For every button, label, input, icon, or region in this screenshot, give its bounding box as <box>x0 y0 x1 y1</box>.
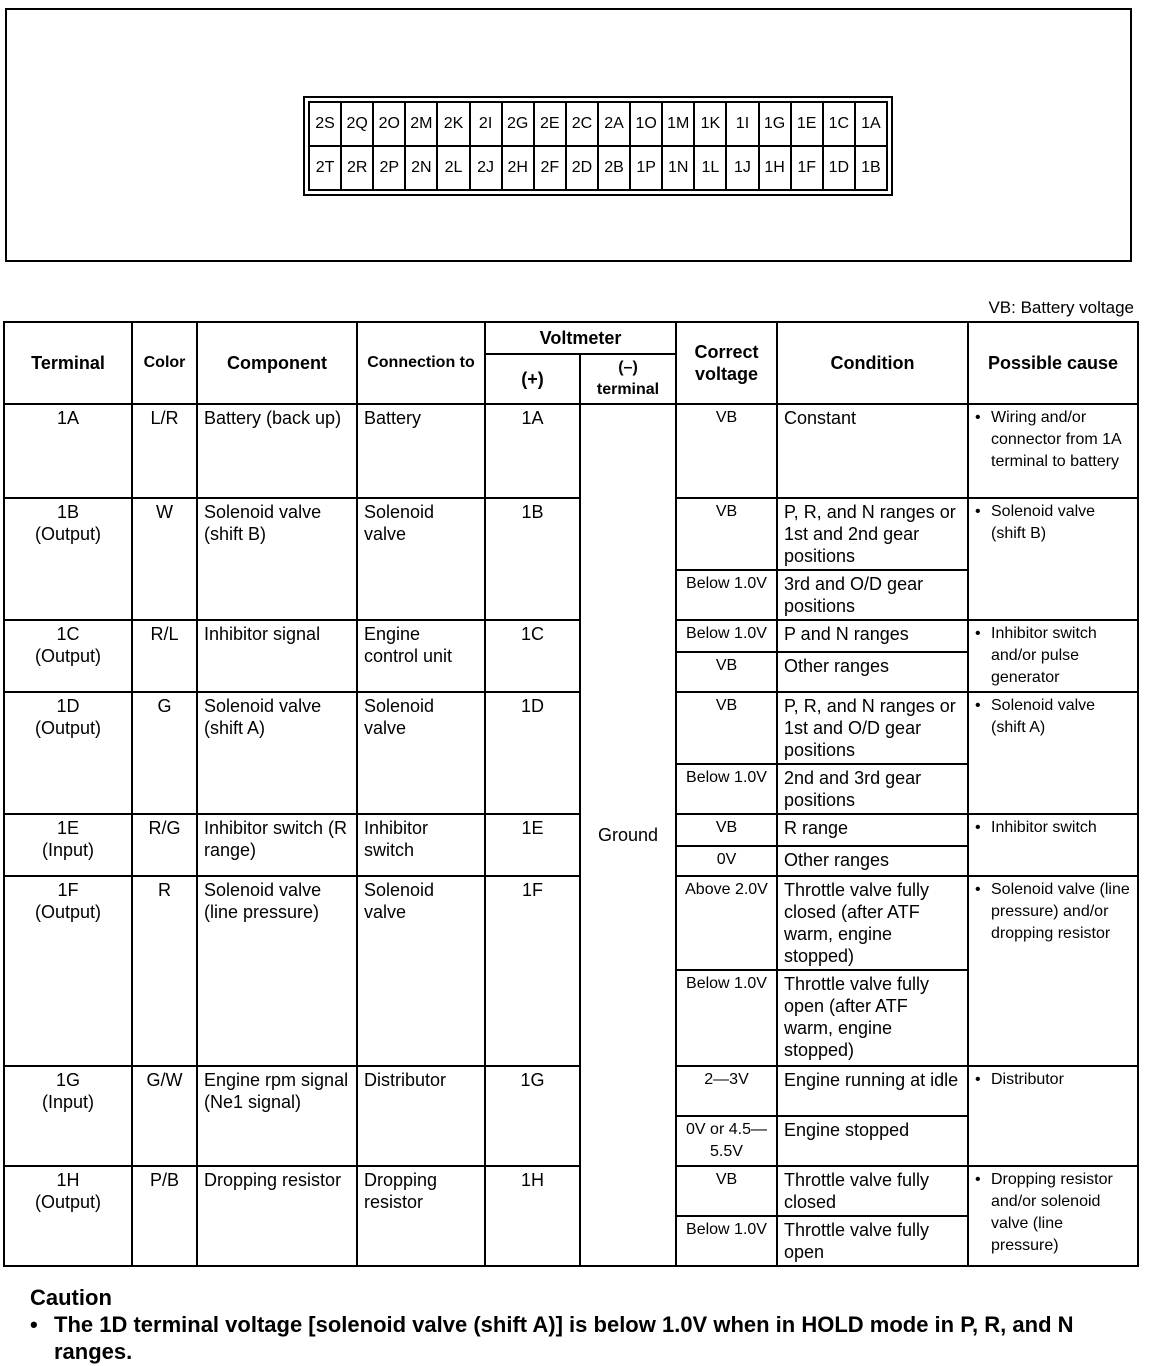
cause-cell <box>968 1166 1138 1266</box>
battery-voltage-note: VB: Battery voltage <box>988 298 1134 317</box>
voltage-cell: Above 2.0V <box>676 876 777 970</box>
pin-label: 1K <box>694 102 726 146</box>
component-cell: Engine rpm signal (Ne1 signal) <box>197 1066 357 1166</box>
condition-cell: Throttle valve fully closed (after ATF warm, engine stopped) <box>777 876 968 970</box>
voltage-cell: Below 1.0V <box>676 764 777 814</box>
condition-cell: 2nd and 3rd gear positions <box>777 764 968 814</box>
connector-pin-grid <box>308 101 888 191</box>
bullet-icon: • <box>975 503 981 520</box>
pin-label: 2O <box>373 102 405 146</box>
connection-cell: Dropping resistor <box>357 1166 485 1266</box>
condition-cell: 3rd and O/D gear positions <box>777 570 968 620</box>
terminal-io: (Output) <box>34 718 102 738</box>
table-row <box>4 1166 1138 1216</box>
voltage-cell: 0V <box>676 846 777 876</box>
cause-text: Distributor <box>991 1071 1064 1088</box>
pin-label: 2H <box>502 146 534 190</box>
color-code: W <box>132 498 197 620</box>
terminal-io: (Output) <box>34 902 102 922</box>
pin-label: 1E <box>791 102 823 146</box>
condition-cell: P, R, and N ranges or 1st and 2nd gear positions <box>777 498 968 570</box>
plus-terminal-cell: 1A <box>485 404 580 498</box>
voltage-cell: VB <box>676 498 777 570</box>
plus-terminal-cell: 1H <box>485 1166 580 1266</box>
terminal-cell <box>4 1066 132 1166</box>
cause-text: Dropping resistor and/or solenoid valve (line pressure) <box>991 1171 1113 1254</box>
caution-block <box>30 1284 1140 1365</box>
pin-label: 2J <box>470 146 502 190</box>
voltage-cell: VB <box>676 652 777 692</box>
header-correct-voltage: Correct voltage <box>676 322 777 404</box>
component-cell: Battery (back up) <box>197 404 357 498</box>
component-cell: Inhibitor switch (R range) <box>197 814 357 876</box>
color-code: R/L <box>132 620 197 692</box>
pin-label: 1P <box>630 146 662 190</box>
component-cell: Solenoid valve (shift A) <box>197 692 357 814</box>
pin-label: 2B <box>598 146 630 190</box>
bullet-icon: • <box>30 1312 38 1337</box>
condition-cell: R range <box>777 814 968 846</box>
header-connection: Connection to <box>357 322 485 404</box>
terminal-id: 1C <box>56 624 80 644</box>
component-cell: Solenoid valve (shift B) <box>197 498 357 620</box>
cause-cell <box>968 498 1138 620</box>
pin-label: 2G <box>502 102 534 146</box>
pin-label: 1F <box>791 146 823 190</box>
pin-label: 2L <box>437 146 469 190</box>
terminal-cell <box>4 692 132 814</box>
component-cell: Solenoid valve (line pressure) <box>197 876 357 1066</box>
connector-diagram-box <box>5 8 1132 262</box>
condition-cell: Engine running at idle <box>777 1066 968 1116</box>
ground-cell: Ground <box>580 404 676 1266</box>
voltage-cell: VB <box>676 814 777 846</box>
pin-label: 1A <box>855 102 887 146</box>
table-row <box>4 1066 1138 1116</box>
cause-text: Inhibitor switch and/or pulse generator <box>991 625 1097 686</box>
pin-label: 1G <box>759 102 791 146</box>
pin-label: 1L <box>694 146 726 190</box>
header-possible-cause: Possible cause <box>968 322 1138 404</box>
cause-text: Solenoid valve (shift A) <box>991 697 1096 736</box>
cause-cell <box>968 1066 1138 1166</box>
header-terminal: Terminal <box>4 322 132 404</box>
pin-label: 2Q <box>341 102 373 146</box>
table-row <box>4 404 1138 498</box>
color-code: G <box>132 692 197 814</box>
connector-bottom-row <box>309 146 887 190</box>
terminal-cell <box>4 620 132 692</box>
connection-cell: Inhibitor switch <box>357 814 485 876</box>
connector-diagram <box>303 96 893 196</box>
pin-label: 1B <box>855 146 887 190</box>
cause-cell <box>968 620 1138 692</box>
component-cell: Inhibitor signal <box>197 620 357 692</box>
pin-label: 1M <box>662 102 694 146</box>
cause-cell <box>968 876 1138 1066</box>
header-minus-terminal: (–) terminal <box>580 354 676 404</box>
plus-terminal-cell: 1E <box>485 814 580 876</box>
voltage-cell: VB <box>676 404 777 498</box>
condition-cell: Engine stopped <box>777 1116 968 1166</box>
color-code: R/G <box>132 814 197 876</box>
bullet-icon: • <box>975 819 981 836</box>
terminal-cell <box>4 814 132 876</box>
connection-cell: Engine control unit <box>357 620 485 692</box>
terminal-id: 1A <box>56 408 80 428</box>
pin-label: 2P <box>373 146 405 190</box>
voltage-cell: VB <box>676 692 777 764</box>
voltage-cell: Below 1.0V <box>676 620 777 652</box>
pin-label: 1J <box>726 146 758 190</box>
pin-label: 2D <box>566 146 598 190</box>
connection-cell: Solenoid valve <box>357 876 485 1066</box>
condition-cell: Throttle valve fully open (after ATF warm, engine stopped) <box>777 970 968 1066</box>
pin-label: 1N <box>662 146 694 190</box>
caution-title: Caution <box>30 1285 112 1310</box>
cause-text: Solenoid valve (shift B) <box>991 503 1096 542</box>
cause-cell <box>968 814 1138 876</box>
condition-cell: Throttle valve fully open <box>777 1216 968 1266</box>
header-color: Color <box>132 322 197 404</box>
terminal-cell <box>4 876 132 1066</box>
condition-cell: P and N ranges <box>777 620 968 652</box>
header-component: Component <box>197 322 357 404</box>
terminal-io: (Input) <box>41 840 95 860</box>
condition-cell: P, R, and N ranges or 1st and O/D gear positions <box>777 692 968 764</box>
voltage-cell: 2—3V <box>676 1066 777 1116</box>
pin-label: 2N <box>405 146 437 190</box>
pin-label: 2R <box>341 146 373 190</box>
connector-top-row <box>309 102 887 146</box>
table-row <box>4 620 1138 652</box>
pin-label: 2T <box>309 146 341 190</box>
connection-cell: Battery <box>357 404 485 498</box>
color-code: P/B <box>132 1166 197 1266</box>
header-condition: Condition <box>777 322 968 404</box>
terminal-id: 1F <box>57 880 79 900</box>
terminal-io: (Output) <box>34 646 102 666</box>
plus-terminal-cell: 1B <box>485 498 580 620</box>
terminal-io: (Input) <box>41 1092 95 1112</box>
color-code: L/R <box>132 404 197 498</box>
table-row <box>4 814 1138 846</box>
terminal-id: 1G <box>55 1070 80 1090</box>
plus-terminal-cell: 1D <box>485 692 580 814</box>
condition-cell: Other ranges <box>777 846 968 876</box>
header-row <box>4 322 1138 354</box>
terminal-id: 1E <box>56 818 80 838</box>
pin-label: 2I <box>470 102 502 146</box>
pin-label: 2E <box>534 102 566 146</box>
caution-item <box>30 1311 1140 1365</box>
table-row <box>4 498 1138 570</box>
pin-label: 2A <box>598 102 630 146</box>
pin-label: 2S <box>309 102 341 146</box>
connection-cell: Distributor <box>357 1066 485 1166</box>
terminal-table <box>3 321 1139 1267</box>
bullet-icon: • <box>975 1071 981 1088</box>
condition-cell: Other ranges <box>777 652 968 692</box>
terminal-io: (Output) <box>34 524 102 544</box>
cause-cell <box>968 692 1138 814</box>
pin-label: 2F <box>534 146 566 190</box>
cause-text: Solenoid valve (line pressure) and/or dropping resistor <box>991 881 1130 942</box>
voltage-cell: Below 1.0V <box>676 970 777 1066</box>
table-row <box>4 692 1138 764</box>
pin-label: 1O <box>630 102 662 146</box>
terminal-io: (Output) <box>34 1192 102 1212</box>
header-plus-terminal: (+) <box>485 354 580 404</box>
condition-cell: Constant <box>777 404 968 498</box>
bullet-icon: • <box>975 409 981 426</box>
pin-label: 1C <box>823 102 855 146</box>
color-code: G/W <box>132 1066 197 1166</box>
plus-terminal-cell: 1C <box>485 620 580 692</box>
bullet-icon: • <box>975 697 981 714</box>
voltage-cell: 0V or 4.5—5.5V <box>676 1116 777 1166</box>
plus-terminal-cell: 1F <box>485 876 580 1066</box>
terminal-cell <box>4 498 132 620</box>
terminal-id: 1D <box>56 696 80 716</box>
connection-cell: Solenoid valve <box>357 498 485 620</box>
voltage-cell: Below 1.0V <box>676 570 777 620</box>
pin-label: 1I <box>726 102 758 146</box>
bullet-icon: • <box>975 625 981 642</box>
cause-text: Wiring and/or connector from 1A terminal to battery <box>991 409 1121 470</box>
color-code: R <box>132 876 197 1066</box>
cause-cell <box>968 404 1138 498</box>
voltage-cell: VB <box>676 1166 777 1216</box>
condition-cell: Throttle valve fully closed <box>777 1166 968 1216</box>
bullet-icon: • <box>975 881 981 898</box>
cause-text: Inhibitor switch <box>991 819 1097 836</box>
pin-label: 2M <box>405 102 437 146</box>
component-cell: Dropping resistor <box>197 1166 357 1266</box>
table-row <box>4 876 1138 970</box>
pin-label: 1H <box>759 146 791 190</box>
terminal-id: 1H <box>56 1170 80 1190</box>
pin-label: 1D <box>823 146 855 190</box>
terminal-id: 1B <box>56 502 80 522</box>
connection-cell: Solenoid valve <box>357 692 485 814</box>
bullet-icon: • <box>975 1171 981 1188</box>
header-voltmeter: Voltmeter <box>485 322 676 354</box>
terminal-cell <box>4 404 132 498</box>
voltage-cell: Below 1.0V <box>676 1216 777 1266</box>
plus-terminal-cell: 1G <box>485 1066 580 1166</box>
pin-label: 2C <box>566 102 598 146</box>
caution-text: The 1D terminal voltage [solenoid valve (shift A)] is below 1.0V when in HOLD mode in P, R, and N ranges. <box>54 1312 1074 1364</box>
terminal-cell <box>4 1166 132 1266</box>
pin-label: 2K <box>437 102 469 146</box>
